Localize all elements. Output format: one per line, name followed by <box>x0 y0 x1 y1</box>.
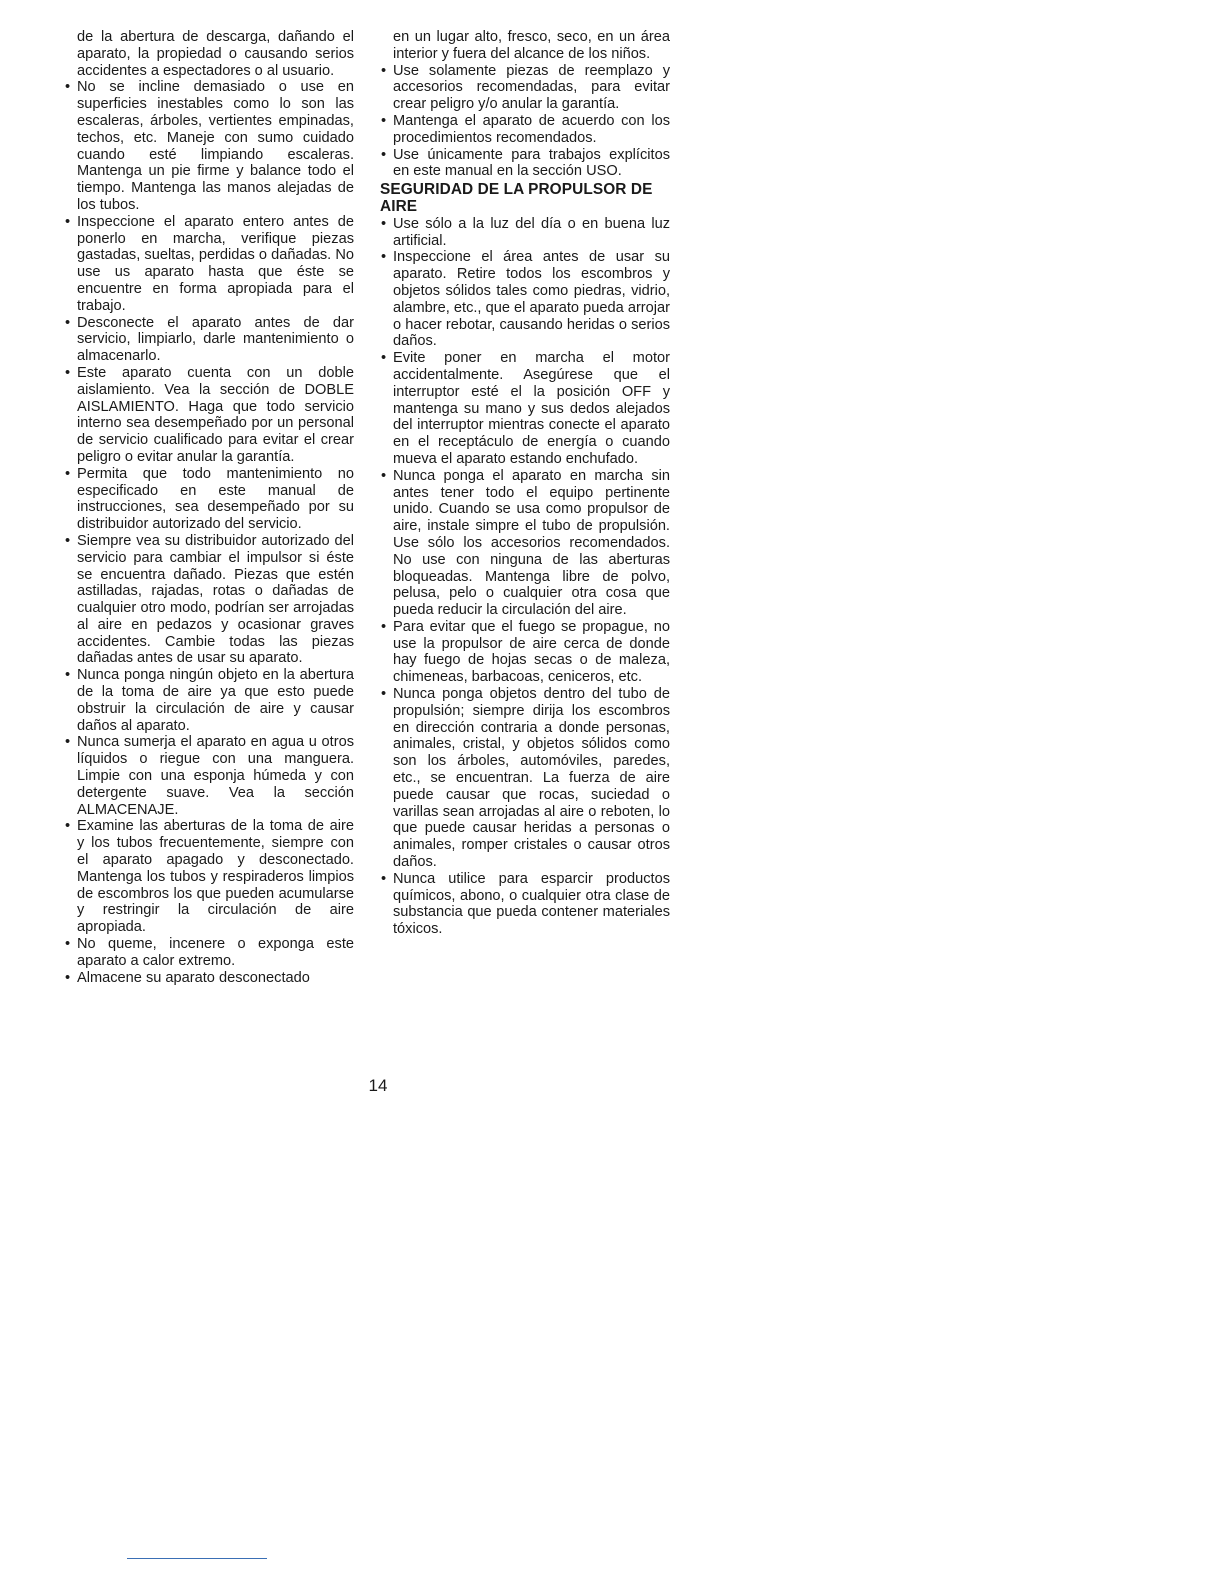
list-item: • Este aparato cuenta con un doble aislamiento. Vea la sección de DOBLE AISLAMIENTO. Haga que todo servicio interno sea desempeñado por un personal de servicio cualificado para evitar el crear peligro o evitar anular la garantía. <box>64 365 354 466</box>
list-item: • Nunca ponga objetos dentro del tubo de propulsión; siempre dirija los escombros en dirección contraria a donde personas, animales, cristal, y objetos sólidos como son los árboles, automóviles, paredes, etc., se encuentran. La fuerza de aire puede causar que rocas, suciedad o varillas sean arrojadas al aire o reboten, lo que puede causar heridas a personas o animales, romper cristales o causar otros daños. <box>380 686 670 871</box>
section-heading: SEGURIDAD DE LA PROPULSOR DE AIRE <box>380 181 653 215</box>
list-item: • Para evitar que el fuego se propague, no use la propulsor de aire cerca de donde hay fuego de hojas secas o de maleza, chimeneas, barbacoas, ceniceros, etc. <box>380 619 670 686</box>
left-column <box>64 29 354 986</box>
list-item: • Nunca ponga ningún objeto en la abertura de la toma de aire ya que esto puede obstruir la circulación de aire y causar daños al aparato. <box>64 667 354 734</box>
list-item: • Mantenga el aparato de acuerdo con los procedimientos recomendados. <box>380 113 670 147</box>
list-item: • Evite poner en marcha el motor accidentalmente. Asegúrese que el interruptor esté el la posición OFF y mantenga su mano y sus dedos alejados del interruptor mientras conecte el aparato en el receptáculo de energía o cuando mueva el aparato estando enchufado. <box>380 350 670 468</box>
list-item: • Nunca utilice para esparcir productos químicos, abono, o cualquier otra clase de substancia que pueda contener materiales tóxicos. <box>380 871 670 938</box>
list-item: • Nunca sumerja el aparato en agua u otros líquidos o riegue con una manguera. Limpie con una esponja húmeda y con detergente suave. Vea la sección ALMACENAJE. <box>64 734 354 818</box>
list-item: • Permita que todo mantenimiento no especificado en este manual de instrucciones, sea desempeñado por su distribuidor autorizado del servicio. <box>64 466 354 533</box>
list-item: • Desconecte el aparato antes de dar servicio, limpiarlo, darle mantenimiento o almacenarlo. <box>64 315 354 365</box>
list-item: • Use solamente piezas de reemplazo y accesorios recomendadas, para evitar crear peligro y/o anular la garantía. <box>380 63 670 113</box>
list-item: • Nunca ponga el aparato en marcha sin antes tener todo el equipo pertinente unido. Cuando se usa como propulsor de aire, instale simpre el tubo de propulsión. Use sólo los accesorios recomendados. No use con ninguna de las aberturas bloqueadas. Mantenga libre de polvo, pelusa, pelo o cualquier otra cosa que pueda reducir la circulación del aire. <box>380 468 670 619</box>
safety-bullet-list <box>380 63 670 181</box>
footer-divider <box>127 1558 267 1559</box>
blower-safety-bullet-list <box>380 216 670 938</box>
list-item: • Inspeccione el aparato entero antes de ponerlo en marcha, verifique piezas gastadas, sueltas, perdidas o dañadas. No use us aparato hasta que éste se encuentre en forma apropiada para el trabajo. <box>64 214 354 315</box>
list-item: • No se incline demasiado o use en superficies inestables como lo son las escaleras, árboles, vertientes empinadas, techos, etc. Maneje con sumo cuidado cuando esté limpiando escaleras. Mantenga un pie firme y balance todo el tiempo. Mantenga las manos alejadas de los tubos. <box>64 79 354 213</box>
list-item: • No queme, incenere o exponga este aparato a calor extremo. <box>64 936 354 970</box>
list-item: • Siempre vea su distribuidor autorizado del servicio para cambiar el impulsor si éste se encuentra dañado. Piezas que estén astilladas, rajadas, rotas o dañadas de cualquier otro modo, podrían ser arrojadas al aire en pedazos y ocasionar graves accidentes. Cambie todas las piezas dañadas antes de usar su aparato. <box>64 533 354 667</box>
list-item: • Use sólo a la luz del día o en buena luz artificial. <box>380 216 670 250</box>
continuation-text: en un lugar alto, fresco, seco, en un área interior y fuera del alcance de los niños. <box>393 29 670 62</box>
list-item: • Inspeccione el área antes de usar su aparato. Retire todos los escombros y objetos sólidos tales como piedras, vidrio, alambre, etc., que el aparato pueda arrojar o hacer rebotar, causando heridas o serios daños. <box>380 249 670 350</box>
safety-bullet-list <box>64 79 354 986</box>
page-number: 14 <box>368 1076 388 1095</box>
continuation-text: de la abertura de descarga, dañando el aparato, la propiedad o causando serios accidentes a espectadores o al usuario. <box>77 29 354 79</box>
right-column <box>380 29 670 938</box>
list-item: • Almacene su aparato desconectado <box>64 970 354 987</box>
list-item: • Use únicamente para trabajos explícitos en este manual en la sección USO. <box>380 147 670 181</box>
list-item: • Examine las aberturas de la toma de aire y los tubos frecuentemente, siempre con el aparato apagado y desconectado. Mantenga los tubos y respiraderos limpios de escombros los que pueden acumularse y restringir la circulación de aire apropiada. <box>64 818 354 936</box>
